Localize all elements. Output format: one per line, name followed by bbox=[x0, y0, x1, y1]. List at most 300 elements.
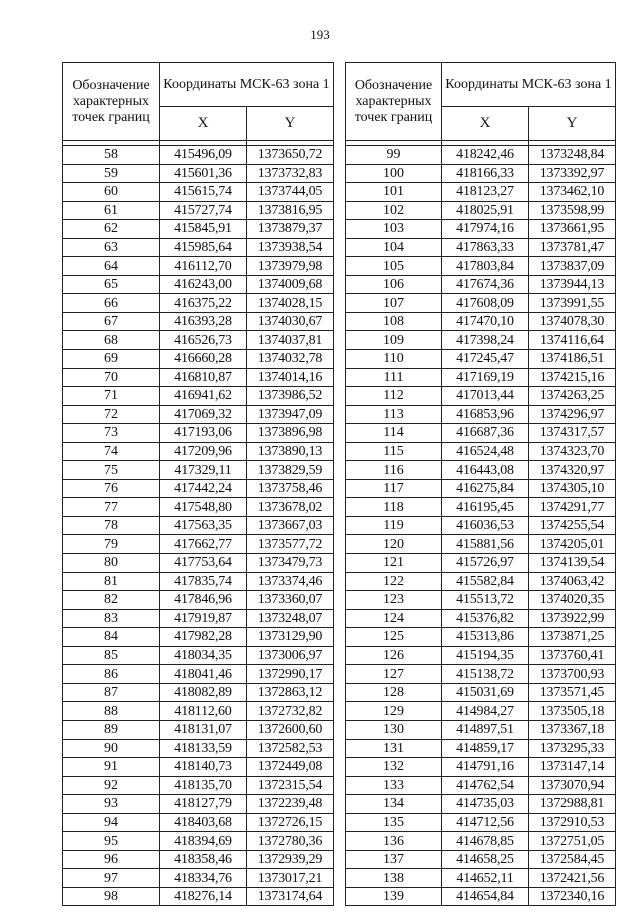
point-number: 71 bbox=[63, 387, 160, 406]
table-row bbox=[346, 479, 616, 498]
x-value: 417662,77 bbox=[160, 535, 247, 554]
point-number: 83 bbox=[63, 609, 160, 628]
y-value: 1374215,16 bbox=[529, 368, 616, 387]
point-number: 126 bbox=[346, 646, 442, 665]
x-value: 414678,85 bbox=[442, 832, 529, 851]
point-number: 85 bbox=[63, 646, 160, 665]
point-number: 97 bbox=[63, 869, 160, 888]
point-number: 123 bbox=[346, 591, 442, 610]
table-row bbox=[63, 776, 334, 795]
x-value: 416853,96 bbox=[442, 405, 529, 424]
point-number: 138 bbox=[346, 869, 442, 888]
table-row bbox=[346, 312, 616, 331]
table-row bbox=[63, 628, 334, 647]
y-value: 1373991,55 bbox=[529, 294, 616, 313]
table-row bbox=[63, 720, 334, 739]
x-value: 417674,36 bbox=[442, 275, 529, 294]
point-number: 89 bbox=[63, 720, 160, 739]
point-number: 105 bbox=[346, 257, 442, 276]
y-value: 1373938,54 bbox=[247, 238, 334, 257]
table-row bbox=[346, 146, 616, 165]
x-value: 417245,47 bbox=[442, 350, 529, 369]
y-value: 1372780,36 bbox=[247, 832, 334, 851]
x-value: 415031,69 bbox=[442, 683, 529, 702]
point-number: 67 bbox=[63, 312, 160, 331]
point-number: 95 bbox=[63, 832, 160, 851]
coordinates-table-right bbox=[345, 62, 616, 906]
x-value: 418135,70 bbox=[160, 776, 247, 795]
table-row bbox=[346, 257, 616, 276]
point-number: 125 bbox=[346, 628, 442, 647]
x-value: 414762,54 bbox=[442, 776, 529, 795]
x-value: 417548,80 bbox=[160, 498, 247, 517]
point-number: 128 bbox=[346, 683, 442, 702]
x-value: 417753,64 bbox=[160, 554, 247, 573]
x-value: 417398,24 bbox=[442, 331, 529, 350]
header-y: Y bbox=[247, 107, 334, 141]
x-value: 415601,36 bbox=[160, 164, 247, 183]
point-number: 116 bbox=[346, 461, 442, 480]
point-number: 59 bbox=[63, 164, 160, 183]
table-row bbox=[346, 275, 616, 294]
table-row bbox=[346, 720, 616, 739]
y-value: 1373947,09 bbox=[247, 405, 334, 424]
y-value: 1372732,82 bbox=[247, 702, 334, 721]
x-value: 417563,35 bbox=[160, 516, 247, 535]
point-number: 119 bbox=[346, 516, 442, 535]
point-number: 130 bbox=[346, 720, 442, 739]
y-value: 1372449,08 bbox=[247, 758, 334, 777]
x-value: 414984,27 bbox=[442, 702, 529, 721]
x-value: 415582,84 bbox=[442, 572, 529, 591]
x-value: 417013,44 bbox=[442, 387, 529, 406]
point-number: 122 bbox=[346, 572, 442, 591]
point-number: 64 bbox=[63, 257, 160, 276]
y-value: 1373392,97 bbox=[529, 164, 616, 183]
x-value: 415726,97 bbox=[442, 554, 529, 573]
point-number: 113 bbox=[346, 405, 442, 424]
header-coordinates: Координаты МСК-63 зона 1 bbox=[160, 63, 334, 107]
x-value: 414735,03 bbox=[442, 795, 529, 814]
y-value: 1373758,46 bbox=[247, 479, 334, 498]
point-number: 80 bbox=[63, 554, 160, 573]
y-value: 1373174,64 bbox=[247, 887, 334, 906]
point-number: 124 bbox=[346, 609, 442, 628]
x-value: 414791,16 bbox=[442, 758, 529, 777]
table-row bbox=[63, 665, 334, 684]
table-row bbox=[346, 368, 616, 387]
y-value: 1372726,15 bbox=[247, 813, 334, 832]
table-body-right bbox=[346, 146, 616, 906]
y-value: 1373295,33 bbox=[529, 739, 616, 758]
point-number: 139 bbox=[346, 887, 442, 906]
x-value: 417069,32 bbox=[160, 405, 247, 424]
table-row bbox=[63, 702, 334, 721]
table-row bbox=[63, 387, 334, 406]
y-value: 1374186,51 bbox=[529, 350, 616, 369]
table-row bbox=[63, 850, 334, 869]
table-row bbox=[63, 424, 334, 443]
y-value: 1374009,68 bbox=[247, 275, 334, 294]
table-row bbox=[346, 646, 616, 665]
y-value: 1373700,93 bbox=[529, 665, 616, 684]
y-value: 1373922,99 bbox=[529, 609, 616, 628]
table-row bbox=[63, 646, 334, 665]
table-row bbox=[63, 591, 334, 610]
point-number: 65 bbox=[63, 275, 160, 294]
y-value: 1373462,10 bbox=[529, 183, 616, 202]
x-value: 414897,51 bbox=[442, 720, 529, 739]
x-value: 418025,91 bbox=[442, 201, 529, 220]
point-number: 108 bbox=[346, 312, 442, 331]
coordinates-table-left bbox=[62, 62, 334, 906]
table-row bbox=[63, 331, 334, 350]
table-row bbox=[63, 294, 334, 313]
point-number: 73 bbox=[63, 424, 160, 443]
x-value: 418276,14 bbox=[160, 887, 247, 906]
table-row bbox=[63, 795, 334, 814]
table-row bbox=[346, 758, 616, 777]
header-point-label: Обозначение характерных точек границ bbox=[346, 63, 442, 141]
table-row bbox=[63, 869, 334, 888]
point-number: 74 bbox=[63, 442, 160, 461]
table-row bbox=[63, 479, 334, 498]
y-value: 1373147,14 bbox=[529, 758, 616, 777]
table-row bbox=[346, 591, 616, 610]
y-value: 1374291,77 bbox=[529, 498, 616, 517]
y-value: 1374116,64 bbox=[529, 331, 616, 350]
point-number: 87 bbox=[63, 683, 160, 702]
point-number: 109 bbox=[346, 331, 442, 350]
x-value: 418403,68 bbox=[160, 813, 247, 832]
y-value: 1374317,57 bbox=[529, 424, 616, 443]
x-value: 416393,28 bbox=[160, 312, 247, 331]
y-value: 1373360,07 bbox=[247, 591, 334, 610]
x-value: 418127,79 bbox=[160, 795, 247, 814]
y-value: 1374030,67 bbox=[247, 312, 334, 331]
table-row bbox=[63, 257, 334, 276]
x-value: 417169,19 bbox=[442, 368, 529, 387]
x-value: 414654,84 bbox=[442, 887, 529, 906]
y-value: 1372863,12 bbox=[247, 683, 334, 702]
y-value: 1373896,98 bbox=[247, 424, 334, 443]
x-value: 414658,25 bbox=[442, 850, 529, 869]
point-number: 104 bbox=[346, 238, 442, 257]
point-number: 92 bbox=[63, 776, 160, 795]
y-value: 1374028,15 bbox=[247, 294, 334, 313]
x-value: 418358,46 bbox=[160, 850, 247, 869]
x-value: 414712,56 bbox=[442, 813, 529, 832]
x-value: 417442,24 bbox=[160, 479, 247, 498]
point-number: 135 bbox=[346, 813, 442, 832]
point-number: 77 bbox=[63, 498, 160, 517]
table-row bbox=[63, 238, 334, 257]
y-value: 1373374,46 bbox=[247, 572, 334, 591]
y-value: 1372988,81 bbox=[529, 795, 616, 814]
y-value: 1372990,17 bbox=[247, 665, 334, 684]
x-value: 415496,09 bbox=[160, 146, 247, 165]
y-value: 1374078,30 bbox=[529, 312, 616, 331]
point-number: 115 bbox=[346, 442, 442, 461]
point-number: 133 bbox=[346, 776, 442, 795]
y-value: 1373479,73 bbox=[247, 554, 334, 573]
table-row bbox=[346, 183, 616, 202]
table-row bbox=[346, 516, 616, 535]
x-value: 418394,69 bbox=[160, 832, 247, 851]
y-value: 1372582,53 bbox=[247, 739, 334, 758]
point-number: 127 bbox=[346, 665, 442, 684]
point-number: 63 bbox=[63, 238, 160, 257]
point-number: 96 bbox=[63, 850, 160, 869]
table-row bbox=[346, 461, 616, 480]
x-value: 418133,59 bbox=[160, 739, 247, 758]
point-number: 100 bbox=[346, 164, 442, 183]
x-value: 418041,46 bbox=[160, 665, 247, 684]
header-coordinates: Координаты МСК-63 зона 1 bbox=[442, 63, 616, 107]
y-value: 1374296,97 bbox=[529, 405, 616, 424]
y-value: 1373650,72 bbox=[247, 146, 334, 165]
point-number: 69 bbox=[63, 350, 160, 369]
table-row bbox=[63, 572, 334, 591]
table-row bbox=[346, 887, 616, 906]
y-value: 1372239,48 bbox=[247, 795, 334, 814]
point-number: 58 bbox=[63, 146, 160, 165]
point-number: 98 bbox=[63, 887, 160, 906]
x-value: 418131,07 bbox=[160, 720, 247, 739]
y-value: 1372340,16 bbox=[529, 887, 616, 906]
table-row bbox=[346, 405, 616, 424]
point-number: 114 bbox=[346, 424, 442, 443]
table-row bbox=[346, 628, 616, 647]
y-value: 1373837,09 bbox=[529, 257, 616, 276]
table-row bbox=[63, 220, 334, 239]
x-value: 414859,17 bbox=[442, 739, 529, 758]
y-value: 1372939,29 bbox=[247, 850, 334, 869]
table-row bbox=[346, 869, 616, 888]
x-value: 417846,96 bbox=[160, 591, 247, 610]
point-number: 118 bbox=[346, 498, 442, 517]
point-number: 107 bbox=[346, 294, 442, 313]
y-value: 1374063,42 bbox=[529, 572, 616, 591]
y-value: 1373816,95 bbox=[247, 201, 334, 220]
point-number: 106 bbox=[346, 275, 442, 294]
point-number: 134 bbox=[346, 795, 442, 814]
x-value: 417193,06 bbox=[160, 424, 247, 443]
y-value: 1372751,05 bbox=[529, 832, 616, 851]
header-point-label: Обозначение характерных точек границ bbox=[63, 63, 160, 141]
point-number: 93 bbox=[63, 795, 160, 814]
table-row bbox=[63, 609, 334, 628]
x-value: 415727,74 bbox=[160, 201, 247, 220]
y-value: 1373879,37 bbox=[247, 220, 334, 239]
x-value: 415845,91 bbox=[160, 220, 247, 239]
page-number: 193 bbox=[310, 27, 330, 42]
y-value: 1373986,52 bbox=[247, 387, 334, 406]
y-value: 1373571,45 bbox=[529, 683, 616, 702]
x-value: 417863,33 bbox=[442, 238, 529, 257]
point-number: 61 bbox=[63, 201, 160, 220]
point-number: 132 bbox=[346, 758, 442, 777]
table-row bbox=[346, 498, 616, 517]
table-row bbox=[346, 609, 616, 628]
point-number: 112 bbox=[346, 387, 442, 406]
table-row bbox=[63, 535, 334, 554]
point-number: 60 bbox=[63, 183, 160, 202]
table-row bbox=[346, 387, 616, 406]
x-value: 415376,82 bbox=[442, 609, 529, 628]
table-row bbox=[346, 795, 616, 814]
x-value: 418242,46 bbox=[442, 146, 529, 165]
y-value: 1373871,25 bbox=[529, 628, 616, 647]
x-value: 416660,28 bbox=[160, 350, 247, 369]
table-row bbox=[346, 350, 616, 369]
x-value: 416941,62 bbox=[160, 387, 247, 406]
table-row bbox=[63, 405, 334, 424]
point-number: 79 bbox=[63, 535, 160, 554]
point-number: 137 bbox=[346, 850, 442, 869]
header-y: Y bbox=[529, 107, 616, 141]
y-value: 1373505,18 bbox=[529, 702, 616, 721]
x-value: 416243,00 bbox=[160, 275, 247, 294]
point-number: 91 bbox=[63, 758, 160, 777]
y-value: 1373667,03 bbox=[247, 516, 334, 535]
x-value: 416275,84 bbox=[442, 479, 529, 498]
y-value: 1373070,94 bbox=[529, 776, 616, 795]
table-row bbox=[63, 442, 334, 461]
table-row bbox=[63, 739, 334, 758]
y-value: 1374255,54 bbox=[529, 516, 616, 535]
x-value: 417974,16 bbox=[442, 220, 529, 239]
y-value: 1374032,78 bbox=[247, 350, 334, 369]
table-row bbox=[63, 832, 334, 851]
y-value: 1373129,90 bbox=[247, 628, 334, 647]
y-value: 1373006,97 bbox=[247, 646, 334, 665]
y-value: 1373979,98 bbox=[247, 257, 334, 276]
x-value: 415985,64 bbox=[160, 238, 247, 257]
point-number: 78 bbox=[63, 516, 160, 535]
y-value: 1373732,83 bbox=[247, 164, 334, 183]
y-value: 1373781,47 bbox=[529, 238, 616, 257]
point-number: 131 bbox=[346, 739, 442, 758]
x-value: 415513,72 bbox=[442, 591, 529, 610]
x-value: 414652,11 bbox=[442, 869, 529, 888]
table-row bbox=[63, 683, 334, 702]
y-value: 1372584,45 bbox=[529, 850, 616, 869]
y-value: 1373598,99 bbox=[529, 201, 616, 220]
table-row bbox=[63, 461, 334, 480]
table-row bbox=[63, 275, 334, 294]
point-number: 76 bbox=[63, 479, 160, 498]
y-value: 1373829,59 bbox=[247, 461, 334, 480]
y-value: 1374263,25 bbox=[529, 387, 616, 406]
x-value: 415194,35 bbox=[442, 646, 529, 665]
header-x: X bbox=[442, 107, 529, 141]
x-value: 416524,48 bbox=[442, 442, 529, 461]
point-number: 102 bbox=[346, 201, 442, 220]
x-value: 415881,56 bbox=[442, 535, 529, 554]
y-value: 1373577,72 bbox=[247, 535, 334, 554]
table-row bbox=[63, 516, 334, 535]
table-row bbox=[63, 312, 334, 331]
table-row bbox=[346, 294, 616, 313]
y-value: 1373944,13 bbox=[529, 275, 616, 294]
x-value: 415615,74 bbox=[160, 183, 247, 202]
x-value: 417919,87 bbox=[160, 609, 247, 628]
table-row bbox=[346, 535, 616, 554]
x-value: 415138,72 bbox=[442, 665, 529, 684]
point-number: 84 bbox=[63, 628, 160, 647]
table-row bbox=[346, 442, 616, 461]
point-number: 68 bbox=[63, 331, 160, 350]
point-number: 99 bbox=[346, 146, 442, 165]
x-value: 416443,08 bbox=[442, 461, 529, 480]
table-row bbox=[63, 146, 334, 165]
table-row bbox=[63, 201, 334, 220]
table-row bbox=[346, 572, 616, 591]
x-value: 416112,70 bbox=[160, 257, 247, 276]
table-row bbox=[346, 331, 616, 350]
table-row bbox=[346, 238, 616, 257]
table-row bbox=[346, 813, 616, 832]
table-row bbox=[346, 220, 616, 239]
point-number: 81 bbox=[63, 572, 160, 591]
point-number: 72 bbox=[63, 405, 160, 424]
x-value: 417608,09 bbox=[442, 294, 529, 313]
point-number: 103 bbox=[346, 220, 442, 239]
header-x: X bbox=[160, 107, 247, 141]
y-value: 1373890,13 bbox=[247, 442, 334, 461]
y-value: 1374305,10 bbox=[529, 479, 616, 498]
y-value: 1373017,21 bbox=[247, 869, 334, 888]
y-value: 1373678,02 bbox=[247, 498, 334, 517]
table-row bbox=[346, 424, 616, 443]
y-value: 1372600,60 bbox=[247, 720, 334, 739]
point-number: 101 bbox=[346, 183, 442, 202]
x-value: 417803,84 bbox=[442, 257, 529, 276]
table-row bbox=[63, 887, 334, 906]
y-value: 1374020,35 bbox=[529, 591, 616, 610]
x-value: 418140,73 bbox=[160, 758, 247, 777]
y-value: 1374139,54 bbox=[529, 554, 616, 573]
table-row bbox=[346, 201, 616, 220]
x-value: 418166,33 bbox=[442, 164, 529, 183]
y-value: 1372315,54 bbox=[247, 776, 334, 795]
y-value: 1373248,07 bbox=[247, 609, 334, 628]
y-value: 1373367,18 bbox=[529, 720, 616, 739]
point-number: 66 bbox=[63, 294, 160, 313]
point-number: 82 bbox=[63, 591, 160, 610]
x-value: 417209,96 bbox=[160, 442, 247, 461]
point-number: 70 bbox=[63, 368, 160, 387]
y-value: 1373744,05 bbox=[247, 183, 334, 202]
x-value: 418034,35 bbox=[160, 646, 247, 665]
point-number: 121 bbox=[346, 554, 442, 573]
x-value: 415313,86 bbox=[442, 628, 529, 647]
table-row bbox=[63, 758, 334, 777]
point-number: 129 bbox=[346, 702, 442, 721]
point-number: 86 bbox=[63, 665, 160, 684]
y-value: 1373248,84 bbox=[529, 146, 616, 165]
table-row bbox=[346, 164, 616, 183]
y-value: 1372421,56 bbox=[529, 869, 616, 888]
table-body-left bbox=[63, 146, 334, 906]
y-value: 1373760,41 bbox=[529, 646, 616, 665]
table-row bbox=[346, 554, 616, 573]
y-value: 1374323,70 bbox=[529, 442, 616, 461]
x-value: 417470,10 bbox=[442, 312, 529, 331]
table-row bbox=[346, 683, 616, 702]
x-value: 417329,11 bbox=[160, 461, 247, 480]
